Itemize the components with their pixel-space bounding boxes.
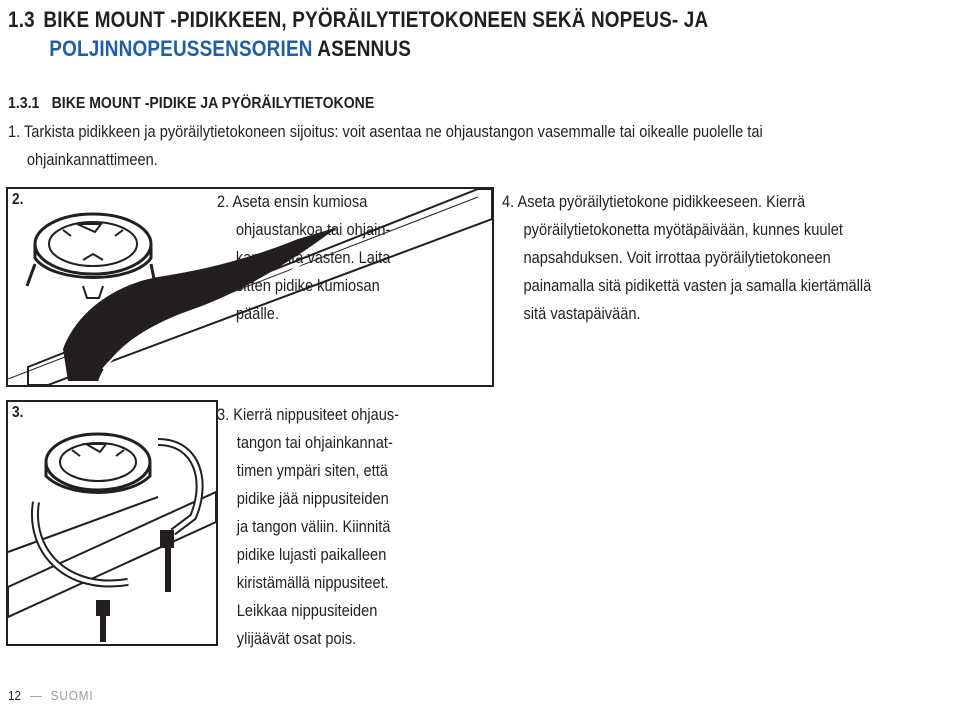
- figure-3-label: 3.: [12, 404, 24, 421]
- step-4-line: sitä vastapäivään.: [523, 304, 641, 323]
- step-3-line: timen ympäri siten, että: [236, 461, 388, 480]
- step-4-line: painamalla sitä pidikettä vasten ja samalla kiertämällä: [523, 276, 872, 295]
- cable-tie-mount-illustration: [8, 402, 216, 644]
- figure-2-label: 2.: [12, 191, 24, 208]
- step-3-line: ja tangon väliin. Kiinnitä: [236, 517, 391, 536]
- step-2-line: päälle.: [235, 304, 280, 323]
- page-footer: [8, 688, 94, 703]
- step-1-line2: ohjainkannattimeen.: [26, 150, 158, 169]
- step-2-line: sitten pidike kumiosan: [235, 276, 380, 295]
- step-3-line: Leikkaa nippusiteiden: [236, 601, 378, 620]
- section-title-line2: ASENNUS: [317, 36, 412, 61]
- step-3-line: pidike lujasti paikalleen: [236, 545, 387, 564]
- step-4-text: [502, 188, 958, 328]
- step-2-line: kannatinta vasten. Laita: [235, 248, 391, 267]
- step-1-text: [8, 118, 945, 174]
- section-number: 1.3: [8, 7, 35, 32]
- footer-dash: —: [30, 688, 42, 703]
- step-2-line: ohjaustankoa tai ohjain-: [235, 220, 391, 239]
- step-3-line: tangon tai ohjainkannat-: [236, 433, 393, 452]
- footer-language: SUOMI: [50, 688, 94, 703]
- step-4-line: napsahduksen. Voit irrottaa pyöräilytietokoneen: [523, 248, 831, 267]
- step-1-line1: 1. Tarkista pidikkeen ja pyöräilytietokoneen sijoitus: voit asentaa ne ohjaustangon vasemmalle tai oikealle puolelle tai: [8, 122, 763, 141]
- step-3-line: kiristämällä nippusiteet.: [236, 573, 389, 592]
- step-3-text: [217, 401, 475, 653]
- subsection-title: BIKE MOUNT -PIDIKE JA PYÖRÄILYTIETOKONE: [51, 95, 375, 112]
- section-heading: [8, 5, 816, 63]
- step-4-line: pyöräilytietokonetta myötäpäivään, kunnes kuulet: [523, 220, 843, 239]
- subsection-number: 1.3.1: [8, 95, 40, 112]
- step-4-line: 4. Aseta pyöräilytietokone pidikkeeseen. Kierrä: [502, 192, 806, 211]
- section-title-line1: BIKE MOUNT -PIDIKKEEN, PYÖRÄILYTIETOKONEEN SEKÄ NOPEUS- JA: [43, 7, 709, 32]
- page-number: 12: [8, 688, 22, 703]
- section-title-blue: POLJINNOPEUSSENSORIEN: [49, 36, 313, 61]
- step-3-line: pidike jää nippusiteiden: [236, 489, 389, 508]
- subsection-heading: [8, 94, 374, 114]
- step-2-line: 2. Aseta ensin kumiosa: [217, 192, 368, 211]
- figure-3: [6, 400, 218, 646]
- step-2-text: [217, 188, 475, 328]
- step-3-line: 3. Kierrä nippusiteet ohjaus-: [217, 405, 400, 424]
- step-3-line: ylijäävät osat pois.: [236, 629, 357, 648]
